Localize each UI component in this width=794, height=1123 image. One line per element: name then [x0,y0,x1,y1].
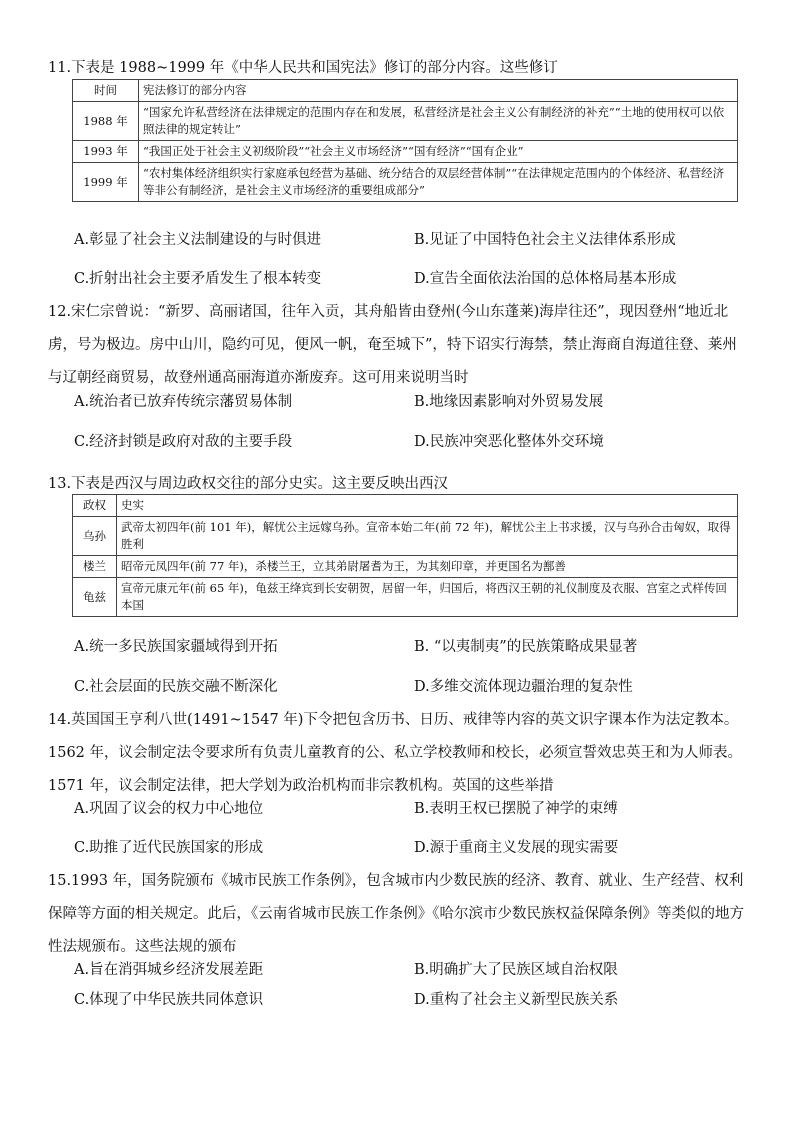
table-row [73,102,738,141]
question-12-stem: 12.宋仁宗曾说：“新罗、高丽诸国，往年入贡，其舟船皆由登州(今山东蓬莱)海岸往还”，现因登州“地近北虏，号为极边。房中山川，隐约可见，便风一帆，奄至城下”，特下诏实行海禁，禁止海商自海道往登、莱州与辽朝经商贸易，故登州通高丽海道亦渐废弃。这可用来说明当时 [48,304,737,386]
table-cell-content: “国家允许私营经济在法律规定的范围内存在和发展，私营经济是社会主义公有制经济的补充”“土地的使用权可以依照法律的规定转让” [139,102,738,141]
table-cell-year: 1993 年 [73,141,139,163]
table-row [73,578,738,617]
table-header-row [73,80,738,102]
question-13-option-c[interactable]: C.社会层面的民族交融不断深化 [74,679,278,695]
question-14-stem: 14.英国国王亨利八世(1491~1547 年)下令把包含历书、日历、戒律等内容的英文识字课本作为法定教本。1562 年，议会制定法令要求所有负责儿童教育的公、私立学校教师和校长，必须宣誓效忠英王和为人师表。1571 年，议会制定法律，把大学划为政治机构而非宗教机构。英国的这些举措 [48,712,743,794]
question-14-option-a[interactable]: A.巩固了议会的权力中心地位 [74,801,264,817]
table-cell-content: 武帝太初四年(前 101 年)，解忧公主远嫁乌孙。宣帝本始二年(前 72 年)，解忧公主上书求援，汉与乌孙合击匈奴，取得胜利 [117,517,738,556]
table-row [73,517,738,556]
table-header-cell: 时间 [73,80,139,102]
question-12-option-d[interactable]: D.民族冲突恶化整体外交环境 [414,434,604,450]
table-cell-year: 1999 年 [73,163,139,202]
question-14-option-c[interactable]: C.助推了近代民族国家的形成 [74,840,264,856]
question-13-option-a[interactable]: A.统一多民族国家疆域得到开拓 [74,639,278,655]
question-11-table [72,79,738,202]
question-14-option-b[interactable]: B.表明王权已摆脱了神学的束缚 [414,801,618,817]
question-11-option-c[interactable]: C.折射出社会主要矛盾发生了根本转变 [74,271,322,287]
table-cell-content: “我国正处于社会主义初级阶段”“社会主义市场经济”“国有经济”“国有企业” [139,141,738,163]
table-header-cell: 宪法修订的部分内容 [139,80,738,102]
question-11-option-a[interactable]: A.彰显了社会主义法制建设的与时俱进 [74,232,322,248]
question-13-option-b[interactable]: B. “以夷制夷”的民族策略成果显著 [414,639,638,655]
question-15-stem: 15.1993 年，国务院颁布《城市民族工作条例》，包含城市内少数民族的经济、教育、就业、生产经营、权利保障等方面的相关规定。此后，《云南省城市民族工作条例》《哈尔滨市少数民族权益保障条例》等类似的地方性法规颁布。这些法规的颁布 [48,873,744,955]
table-header-cell: 史实 [117,495,738,517]
question-12-option-b[interactable]: B.地缘因素影响对外贸易发展 [414,394,604,410]
table-cell-regime: 楼兰 [73,556,117,578]
question-15-option-c[interactable]: C.体现了中华民族共同体意识 [74,992,264,1008]
table-header-row [73,495,738,517]
table-header-cell: 政权 [73,495,117,517]
question-11-stem: 11.下表是 1988~1999 年《中华人民共和国宪法》修订的部分内容。这些修订 [48,60,558,76]
table-row [73,556,738,578]
question-13-table [72,494,738,617]
question-12-option-a[interactable]: A.统治者已放弃传统宗藩贸易体制 [74,394,293,410]
table-cell-year: 1988 年 [73,102,139,141]
question-12-option-c[interactable]: C.经济封锁是政府对敌的主要手段 [74,434,293,450]
question-15-option-d[interactable]: D.重构了社会主义新型民族关系 [414,992,619,1008]
question-13-option-d[interactable]: D.多维交流体现边疆治理的复杂性 [414,679,633,695]
table-row [73,163,738,202]
question-14-option-d[interactable]: D.源于重商主义发展的现实需要 [414,840,619,856]
question-11-option-d[interactable]: D.宣告全面依法治国的总体格局基本形成 [414,271,677,287]
table-row [73,141,738,163]
table-cell-content: 宣帝元康元年(前 65 年)，龟兹王绛宾到长安朝贺，居留一年，归国后，将西汉王朝的礼仪制度及衣服、宫室之式样传回本国 [117,578,738,617]
table-cell-content: “农村集体经济组织实行家庭承包经营为基础、统分结合的双层经营体制”“在法律规定范围内的个体经济、私营经济等非公有制经济，是社会主义市场经济的重要组成部分” [139,163,738,202]
question-11-option-b[interactable]: B.见证了中国特色社会主义法律体系形成 [414,232,676,248]
table-cell-content: 昭帝元凤四年(前 77 年)，杀楼兰王，立其弟尉屠耆为王，为其刻印章，并更国名为鄯善 [117,556,738,578]
question-13-stem: 13.下表是西汉与周边政权交往的部分史实。这主要反映出西汉 [48,476,449,492]
question-15-option-b[interactable]: B.明确扩大了民族区域自治权限 [414,962,618,978]
table-cell-regime: 龟兹 [73,578,117,617]
question-15-option-a[interactable]: A.旨在消弭城乡经济发展差距 [74,962,264,978]
table-cell-regime: 乌孙 [73,517,117,556]
